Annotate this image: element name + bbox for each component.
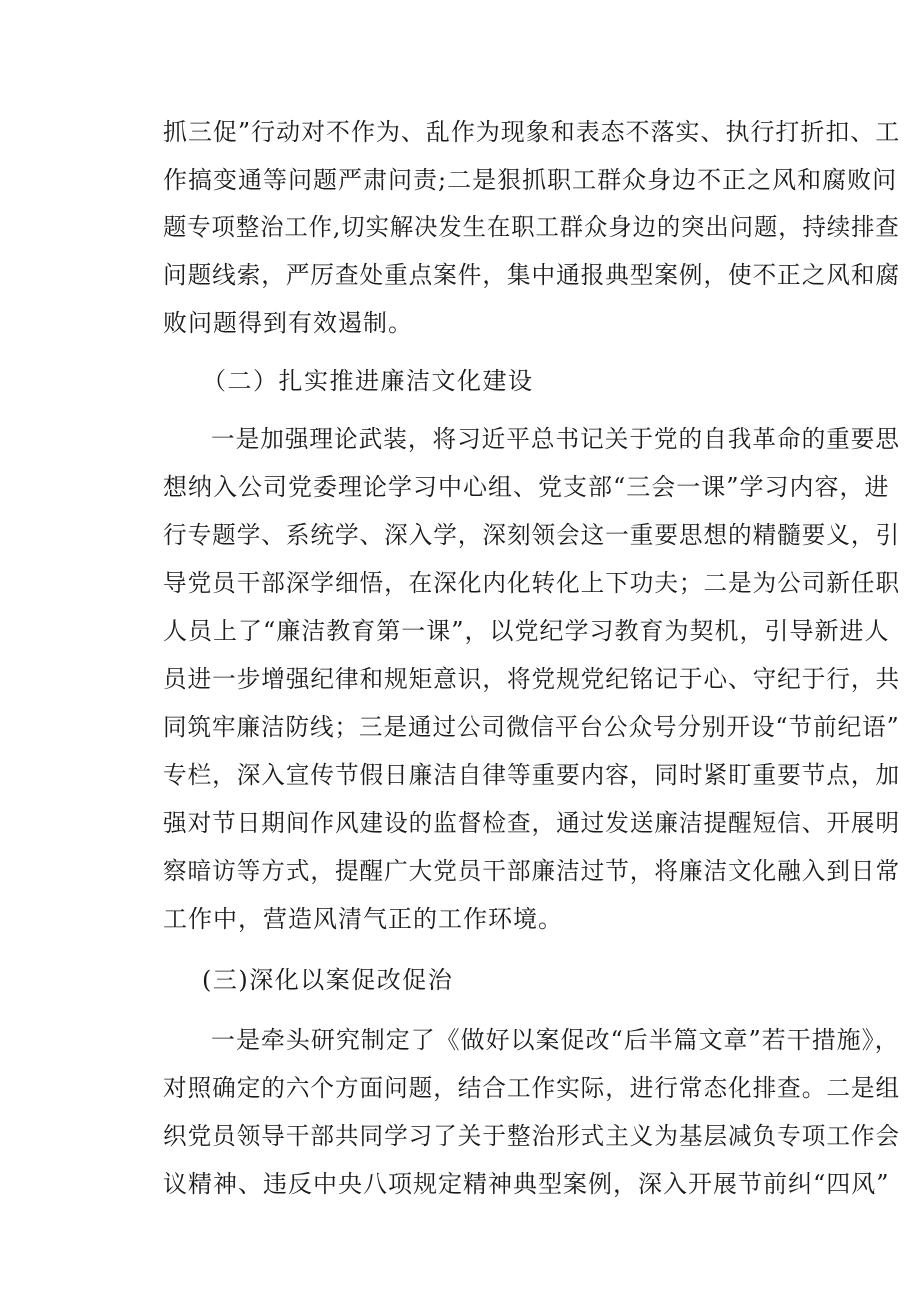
paragraph-2-line-8: 专栏，深入宣传节假日廉洁自律等重要内容，同时紧盯重要节点，加 xyxy=(163,761,901,789)
paragraph-1-line-3: 题专项整治工作,切实解决发生在职工群众身边的突出问题，持续排查 xyxy=(163,213,900,241)
paragraph-2-line-10: 察暗访等方式，提醒广大党员干部廉洁过节，将廉洁文化融入到日常 xyxy=(163,857,901,885)
paragraph-1-line-2: 作搞变通等问题严肃问责;二是狠抓职工群众身边不正之风和腐败问 xyxy=(163,166,898,194)
paragraph-2-line-3: 行专题学、系统学、深入学，深刻领会这一重要思想的精髓要义，引 xyxy=(163,521,901,549)
paragraph-2-line-7: 同筑牢廉洁防线；三是通过公司微信平台公众号分别开设“节前纪语” xyxy=(163,713,900,741)
paragraph-3-line-2: 对照确定的六个方面问题，结合工作实际，进行常态化排查。二是组 xyxy=(163,1074,901,1102)
section-heading-3: (三)深化以案促改促治 xyxy=(202,966,454,994)
paragraph-1-line-5: 败问题得到有效遏制。 xyxy=(163,309,413,337)
paragraph-2-line-2: 想纳入公司党委理论学习中心组、党支部“三会一课”学习内容，进 xyxy=(163,473,890,501)
paragraph-2-line-9: 强对节日期间作风建设的监督检查，通过发送廉洁提醒短信、开展明 xyxy=(163,809,901,837)
paragraph-2-line-6: 员进一步增强纪律和规矩意识，将党规党纪铭记于心、守纪于行，共 xyxy=(163,665,901,693)
paragraph-3-line-1: 一是牵头研究制定了《做好以案促改“后半篇文章”若干措施》， xyxy=(211,1026,900,1054)
paragraph-2-line-11: 工作中，营造风清气正的工作环境。 xyxy=(163,905,563,933)
paragraph-2-line-5: 人员上了“廉洁教育第一课”，以党纪学习教育为契机，引导新进人 xyxy=(163,617,890,645)
paragraph-2-line-4: 导党员干部深学细悟，在深化内化转化上下功夫；二是为公司新任职 xyxy=(163,569,901,597)
paragraph-3-line-4: 议精神、违反中央八项规定精神典型案例，深入开展节前纠“四风” xyxy=(163,1170,890,1198)
paragraph-3-line-3: 织党员领导干部共同学习了关于整治形式主义为基层减负专项工作会 xyxy=(163,1122,901,1150)
paragraph-1-line-4: 问题线索，严厉查处重点案件，集中通报典型案例，使不正之风和腐 xyxy=(163,261,901,289)
paragraph-2-line-1: 一是加强理论武装，将习近平总书记关于党的自我革命的重要思 xyxy=(211,425,901,453)
paragraph-1-line-1: 抓三促”行动对不作为、乱作为现象和表态不落实、执行打折扣、工 xyxy=(163,118,901,146)
section-heading-2: （二）扎实推进廉洁文化建设 xyxy=(202,367,534,395)
